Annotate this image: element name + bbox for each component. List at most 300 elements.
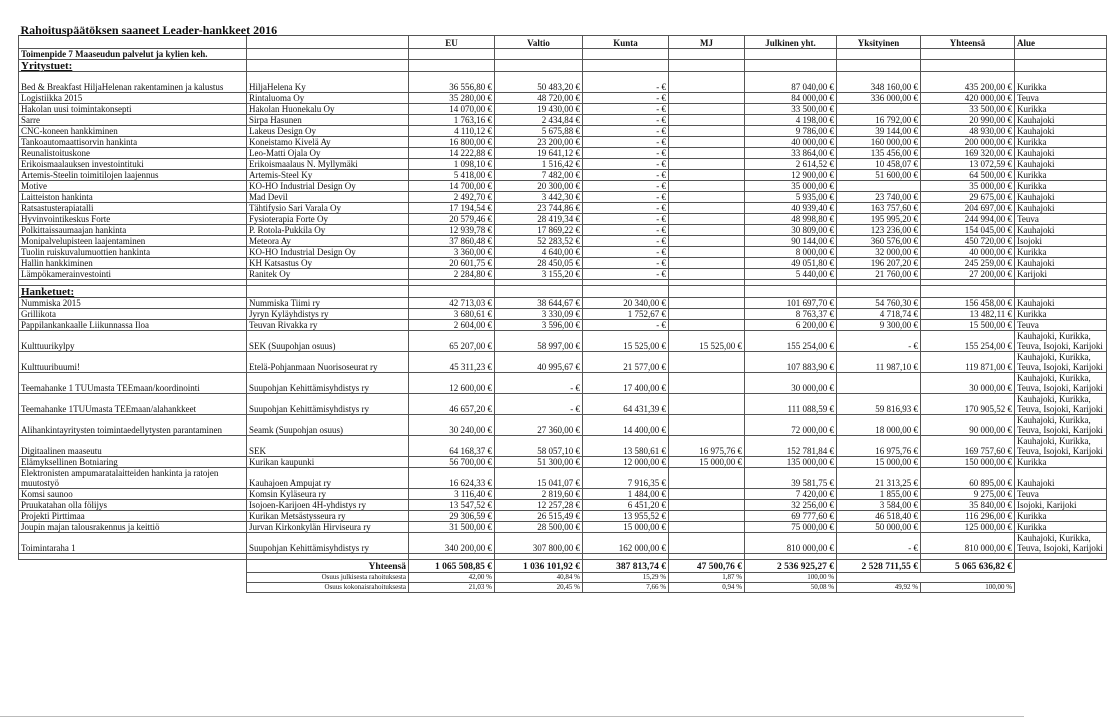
julkinen-amount: 30 809,00 € xyxy=(745,225,837,236)
yhteensa-amount: 35 840,00 € xyxy=(921,500,1015,511)
eu-amount: 2 284,80 € xyxy=(409,269,495,280)
mj-amount: 15 000,00 € xyxy=(669,457,745,468)
julkinen-amount: 87 040,00 € xyxy=(745,72,837,93)
julkinen-amount: 111 088,59 € xyxy=(745,394,837,415)
mj-amount xyxy=(669,309,745,320)
mj-amount xyxy=(669,214,745,225)
project-name: Artemis-Steelin toimitilojen laajennus xyxy=(19,170,247,181)
mj-amount xyxy=(669,500,745,511)
yksityinen-amount: 348 160,00 € xyxy=(837,72,921,93)
eu-amount: 340 200,00 € xyxy=(409,533,495,554)
eu-amount: 14 070,00 € xyxy=(409,104,495,115)
table-row xyxy=(19,115,1107,126)
valtio-amount: 2 434,84 € xyxy=(495,115,583,126)
table-row xyxy=(19,170,1107,181)
alue: Teuva xyxy=(1015,93,1107,104)
eu-amount: 31 500,00 € xyxy=(409,522,495,533)
table-row xyxy=(19,72,1107,93)
recipient: Etelä-Pohjanmaan Nuorisoseurat ry xyxy=(247,352,409,373)
yhteensa-amount: 125 000,00 € xyxy=(921,522,1015,533)
yksityinen-amount: 54 760,30 € xyxy=(837,298,921,309)
julkinen-amount: 90 144,00 € xyxy=(745,236,837,247)
eu-amount: 37 860,48 € xyxy=(409,236,495,247)
alue: Kauhajoki xyxy=(1015,159,1107,170)
yhteensa-amount: 170 905,52 € xyxy=(921,394,1015,415)
valtio-amount: 15 041,07 € xyxy=(495,468,583,489)
recipient: Isojoen-Karijoen 4H-yhdistys ry xyxy=(247,500,409,511)
kunta-amount: - € xyxy=(583,72,669,93)
alue: Teuva xyxy=(1015,214,1107,225)
table-row xyxy=(19,93,1107,104)
project-name: Alihankintayritysten toimintaedellytysten parantaminen xyxy=(19,415,247,436)
valtio-amount: 5 675,88 € xyxy=(495,126,583,137)
julkinen-amount: 49 051,80 € xyxy=(745,258,837,269)
eu-amount: 42 713,03 € xyxy=(409,298,495,309)
yksityinen-amount: 32 000,00 € xyxy=(837,247,921,258)
yhteensa-amount: 27 200,00 € xyxy=(921,269,1015,280)
section-heading-hanketuet: Hanketuet: xyxy=(19,286,247,298)
recipient: Jurvan Kirkonkylän Hirviseura ry xyxy=(247,522,409,533)
yksityinen-amount: 123 236,00 € xyxy=(837,225,921,236)
recipient: Jyryn Kyläyhdistys ry xyxy=(247,309,409,320)
empty-cell xyxy=(19,573,247,583)
yhteensa-amount: 90 000,00 € xyxy=(921,415,1015,436)
mj-amount xyxy=(669,159,745,170)
kunta-amount: 6 451,20 € xyxy=(583,500,669,511)
valtio-amount: 28 500,00 € xyxy=(495,522,583,533)
eu-amount: 1 763,16 € xyxy=(409,115,495,126)
yhteensa-amount: 154 045,00 € xyxy=(921,225,1015,236)
alue: Kurikka xyxy=(1015,247,1107,258)
table-row xyxy=(19,352,1107,373)
yksityinen-amount: 21 760,00 € xyxy=(837,269,921,280)
project-name: Digitaalinen maaseutu xyxy=(19,436,247,457)
yhteensa-amount: 116 296,00 € xyxy=(921,511,1015,522)
eu-amount: 65 207,00 € xyxy=(409,331,495,352)
valtio-amount: 23 744,86 € xyxy=(495,203,583,214)
recipient: KO-HO Industrial Design Oy xyxy=(247,247,409,258)
julkinen-amount: 9 786,00 € xyxy=(745,126,837,137)
measure-subtitle: Toimenpide 7 Maaseudun palvelut ja kylien keh. xyxy=(19,49,247,60)
recipient: Suupohjan Kehittämisyhdistys ry xyxy=(247,373,409,394)
eu-amount: 14 222,88 € xyxy=(409,148,495,159)
alue: Teuva xyxy=(1015,320,1107,331)
share-kunta: 7,66 % xyxy=(583,583,669,593)
eu-amount: 3 680,61 € xyxy=(409,309,495,320)
share-mj: 1,87 % xyxy=(669,573,745,583)
eu-amount: 46 657,20 € xyxy=(409,394,495,415)
kunta-amount: - € xyxy=(583,236,669,247)
recipient: SEK xyxy=(247,436,409,457)
yhteensa-amount: 30 000,00 € xyxy=(921,373,1015,394)
alue: Kauhajoki, Kurikka, Teuva, Isojoki, Karijoki xyxy=(1015,436,1107,457)
yhteensa-amount: 810 000,00 € xyxy=(921,533,1015,554)
empty-cell xyxy=(745,286,837,298)
share-valtio: 20,45 % xyxy=(495,583,583,593)
share-kunta: 15,29 % xyxy=(583,573,669,583)
alue: Kurikka xyxy=(1015,457,1107,468)
eu-amount: 14 700,00 € xyxy=(409,181,495,192)
eu-amount: 45 311,23 € xyxy=(409,352,495,373)
total-eu: 1 065 508,85 € xyxy=(409,560,495,573)
share-valtio: 40,84 % xyxy=(495,573,583,583)
julkinen-amount: 33 500,00 € xyxy=(745,104,837,115)
table-row xyxy=(19,394,1107,415)
table-row xyxy=(19,500,1107,511)
share-total-row-label: Osuus kokonaisrahoituksesta xyxy=(247,583,409,593)
yhteensa-amount: 64 500,00 € xyxy=(921,170,1015,181)
alue: Kauhajoki, Kurikka, Teuva, Isojoki, Karijoki xyxy=(1015,394,1107,415)
valtio-amount: 38 644,67 € xyxy=(495,298,583,309)
yhteensa-amount: 33 500,00 € xyxy=(921,104,1015,115)
julkinen-amount: 5 935,00 € xyxy=(745,192,837,203)
yksityinen-amount: 18 000,00 € xyxy=(837,415,921,436)
yksityinen-amount xyxy=(837,104,921,115)
col-header-valtio: Valtio xyxy=(495,36,583,49)
mj-amount xyxy=(669,489,745,500)
yhteensa-amount: 48 930,00 € xyxy=(921,126,1015,137)
recipient: Seamk (Suupohjan osuus) xyxy=(247,415,409,436)
project-name: Logistiikka 2015 xyxy=(19,93,247,104)
alue: Kauhajoki, Kurikka, Teuva, Isojoki, Karijoki xyxy=(1015,352,1107,373)
kunta-amount: 7 916,35 € xyxy=(583,468,669,489)
valtio-amount: 52 283,52 € xyxy=(495,236,583,247)
mj-amount xyxy=(669,269,745,280)
yksityinen-amount xyxy=(837,373,921,394)
recipient: Tähtifysio Sari Varala Oy xyxy=(247,203,409,214)
eu-amount: 3 360,00 € xyxy=(409,247,495,258)
kunta-amount: - € xyxy=(583,269,669,280)
mj-amount xyxy=(669,415,745,436)
yhteensa-amount: 169 757,60 € xyxy=(921,436,1015,457)
col-header-alue: Alue xyxy=(1015,36,1107,49)
share-eu: 21,03 % xyxy=(409,583,495,593)
share-yht: 100,00 % xyxy=(921,583,1015,593)
julkinen-amount: 810 000,00 € xyxy=(745,533,837,554)
kunta-amount: - € xyxy=(583,214,669,225)
recipient: Artemis-Steel Ky xyxy=(247,170,409,181)
julkinen-amount: 72 000,00 € xyxy=(745,415,837,436)
project-name: Grillikota xyxy=(19,309,247,320)
mj-amount xyxy=(669,533,745,554)
table-row xyxy=(19,247,1107,258)
mj-amount: 16 975,76 € xyxy=(669,436,745,457)
share-public-row xyxy=(19,573,1107,583)
alue: Kurikka xyxy=(1015,104,1107,115)
alue: Kauhajoki, Kurikka, Teuva, Isojoki, Karijoki xyxy=(1015,331,1107,352)
table-row xyxy=(19,269,1107,280)
eu-amount: 4 110,12 € xyxy=(409,126,495,137)
valtio-amount: 7 482,00 € xyxy=(495,170,583,181)
alue: Kauhajoki xyxy=(1015,298,1107,309)
kunta-amount: 15 000,00 € xyxy=(583,522,669,533)
valtio-amount: 19 430,00 € xyxy=(495,104,583,115)
page-divider xyxy=(0,716,1024,717)
julkinen-amount: 30 000,00 € xyxy=(745,373,837,394)
project-name: Joupin majan talousrakennus ja keittiö xyxy=(19,522,247,533)
table-row xyxy=(19,320,1107,331)
valtio-amount: 50 483,20 € xyxy=(495,72,583,93)
alue: Kurikka xyxy=(1015,181,1107,192)
funding-table xyxy=(18,22,1107,593)
yksityinen-amount: 15 000,00 € xyxy=(837,457,921,468)
julkinen-amount: 40 939,40 € xyxy=(745,203,837,214)
total-mj: 47 500,76 € xyxy=(669,560,745,573)
recipient: Koneistamo Kivelä Ay xyxy=(247,137,409,148)
share-public-row-label: Osuus julkisesta rahoituksesta xyxy=(247,573,409,583)
empty-cell xyxy=(1015,573,1107,583)
alue: Isojoki, Karijoki xyxy=(1015,500,1107,511)
table-row xyxy=(19,468,1107,489)
empty-cell xyxy=(583,286,669,298)
kunta-amount: - € xyxy=(583,126,669,137)
yksityinen-amount: 11 987,10 € xyxy=(837,352,921,373)
yksityinen-amount: - € xyxy=(837,331,921,352)
empty-cell xyxy=(921,573,1015,583)
valtio-amount: 58 997,00 € xyxy=(495,331,583,352)
recipient: HiljaHelena Ky xyxy=(247,72,409,93)
yksityinen-amount: 163 757,60 € xyxy=(837,203,921,214)
yhteensa-amount: 244 994,00 € xyxy=(921,214,1015,225)
julkinen-amount: 35 000,00 € xyxy=(745,181,837,192)
kunta-amount: - € xyxy=(583,137,669,148)
valtio-amount: - € xyxy=(495,373,583,394)
kunta-amount: - € xyxy=(583,258,669,269)
table-row xyxy=(19,331,1107,352)
project-name: Teemahanke 1 TUUmasta TEEmaan/koordinointi xyxy=(19,373,247,394)
table-row xyxy=(19,415,1107,436)
yhteensa-amount: 245 259,00 € xyxy=(921,258,1015,269)
totals-label: Yhteensä xyxy=(247,560,409,573)
valtio-amount: 307 800,00 € xyxy=(495,533,583,554)
mj-amount xyxy=(669,522,745,533)
kunta-amount: 13 580,61 € xyxy=(583,436,669,457)
empty-cell xyxy=(921,286,1015,298)
yksityinen-amount: 46 518,40 € xyxy=(837,511,921,522)
yhteensa-amount: 13 072,59 € xyxy=(921,159,1015,170)
kunta-amount: - € xyxy=(583,170,669,181)
yksityinen-amount: 39 144,00 € xyxy=(837,126,921,137)
mj-amount xyxy=(669,126,745,137)
mj-amount xyxy=(669,203,745,214)
valtio-amount: 26 515,49 € xyxy=(495,511,583,522)
kunta-amount: 21 577,00 € xyxy=(583,352,669,373)
kunta-amount: 1 484,00 € xyxy=(583,489,669,500)
empty-cell xyxy=(247,286,409,298)
mj-amount xyxy=(669,93,745,104)
eu-amount: 3 116,40 € xyxy=(409,489,495,500)
yksityinen-amount: 59 816,93 € xyxy=(837,394,921,415)
julkinen-amount: 155 254,00 € xyxy=(745,331,837,352)
table-row xyxy=(19,214,1107,225)
project-name: Projekti Pirttimaa xyxy=(19,511,247,522)
valtio-amount: 19 641,12 € xyxy=(495,148,583,159)
mj-amount xyxy=(669,511,745,522)
alue: Kauhajoki xyxy=(1015,148,1107,159)
mj-amount xyxy=(669,352,745,373)
recipient: Fysioterapia Forte Oy xyxy=(247,214,409,225)
table-row xyxy=(19,126,1107,137)
recipient: Rintaluoma Oy xyxy=(247,93,409,104)
eu-amount: 20 601,75 € xyxy=(409,258,495,269)
eu-amount: 30 240,00 € xyxy=(409,415,495,436)
eu-amount: 5 418,00 € xyxy=(409,170,495,181)
mj-amount xyxy=(669,72,745,93)
project-name: Elektronisten ampumaratalaitteiden hankinta ja ratojen muutostyö xyxy=(19,468,247,489)
total-valtio: 1 036 101,92 € xyxy=(495,560,583,573)
yksityinen-amount: 16 975,76 € xyxy=(837,436,921,457)
column-header-row xyxy=(19,36,1107,49)
project-name: Lämpökamerainvestointi xyxy=(19,269,247,280)
yhteensa-amount: 29 675,00 € xyxy=(921,192,1015,203)
valtio-amount: 1 516,42 € xyxy=(495,159,583,170)
recipient: SEK (Suupohjan osuus) xyxy=(247,331,409,352)
eu-amount: 12 600,00 € xyxy=(409,373,495,394)
col-header-yksityinen: Yksityinen xyxy=(837,36,921,49)
julkinen-amount: 84 000,00 € xyxy=(745,93,837,104)
mj-amount xyxy=(669,247,745,258)
kunta-amount: - € xyxy=(583,225,669,236)
recipient: P. Rotola-Pukkila Oy xyxy=(247,225,409,236)
mj-amount xyxy=(669,373,745,394)
recipient: Komsin Kyläseura ry xyxy=(247,489,409,500)
recipient: Teuvan Rivakka ry xyxy=(247,320,409,331)
recipient: Suupohjan Kehittämisyhdistys ry xyxy=(247,533,409,554)
julkinen-amount: 12 900,00 € xyxy=(745,170,837,181)
eu-amount: 35 280,00 € xyxy=(409,93,495,104)
table-row xyxy=(19,373,1107,394)
table-row xyxy=(19,489,1107,500)
eu-amount: 64 168,37 € xyxy=(409,436,495,457)
kunta-amount: 13 955,52 € xyxy=(583,511,669,522)
alue: Kurikka xyxy=(1015,522,1107,533)
kunta-amount: - € xyxy=(583,247,669,258)
table-row xyxy=(19,436,1107,457)
alue: Kauhajoki, Kurikka, Teuva, Isojoki, Karijoki xyxy=(1015,533,1107,554)
project-name: Kulttuurikylpy xyxy=(19,331,247,352)
mj-amount xyxy=(669,258,745,269)
kunta-amount: - € xyxy=(583,148,669,159)
julkinen-amount: 4 198,00 € xyxy=(745,115,837,126)
kunta-amount: - € xyxy=(583,159,669,170)
project-name: Hyvinvointikeskus Forte xyxy=(19,214,247,225)
valtio-amount: 40 995,67 € xyxy=(495,352,583,373)
valtio-amount: 23 200,00 € xyxy=(495,137,583,148)
julkinen-amount: 107 883,90 € xyxy=(745,352,837,373)
julkinen-amount: 101 697,70 € xyxy=(745,298,837,309)
eu-amount: 16 800,00 € xyxy=(409,137,495,148)
julkinen-amount: 5 440,00 € xyxy=(745,269,837,280)
empty-cell xyxy=(837,286,921,298)
yksityinen-amount: 4 718,74 € xyxy=(837,309,921,320)
yksityinen-amount: 50 000,00 € xyxy=(837,522,921,533)
alue: Kurikka xyxy=(1015,309,1107,320)
kunta-amount: 17 400,00 € xyxy=(583,373,669,394)
recipient: Lakeus Design Oy xyxy=(247,126,409,137)
yksityinen-amount: 135 456,00 € xyxy=(837,148,921,159)
yhteensa-amount: 119 871,00 € xyxy=(921,352,1015,373)
recipient: Mad Devil xyxy=(247,192,409,203)
project-name: Hallin hankkiminen xyxy=(19,258,247,269)
alue: Kauhajoki xyxy=(1015,203,1107,214)
share-total-row xyxy=(19,583,1107,593)
recipient: Erikoismaalaus N. Myllymäki xyxy=(247,159,409,170)
project-name: Reunalistoituskone xyxy=(19,148,247,159)
table-row xyxy=(19,309,1107,320)
total-yht: 5 065 636,82 € xyxy=(921,560,1015,573)
julkinen-amount: 40 000,00 € xyxy=(745,137,837,148)
empty-cell xyxy=(409,286,495,298)
project-name: Toimintaraha 1 xyxy=(19,533,247,554)
valtio-amount: 20 300,00 € xyxy=(495,181,583,192)
alue: Kurikka xyxy=(1015,137,1107,148)
table-row xyxy=(19,533,1107,554)
julkinen-amount: 69 777,60 € xyxy=(745,511,837,522)
yksityinen-amount: 9 300,00 € xyxy=(837,320,921,331)
valtio-amount: 3 330,09 € xyxy=(495,309,583,320)
valtio-amount: 12 257,28 € xyxy=(495,500,583,511)
col-header-kunta: Kunta xyxy=(583,36,669,49)
alue: Karijoki xyxy=(1015,269,1107,280)
yhteensa-amount: 450 720,00 € xyxy=(921,236,1015,247)
kunta-amount: 20 340,00 € xyxy=(583,298,669,309)
col-header-julkinen: Julkinen yht. xyxy=(745,36,837,49)
table-row xyxy=(19,192,1107,203)
julkinen-amount: 6 200,00 € xyxy=(745,320,837,331)
yksityinen-amount: 16 792,00 € xyxy=(837,115,921,126)
yksityinen-amount: 51 600,00 € xyxy=(837,170,921,181)
empty-cell xyxy=(1015,583,1107,593)
mj-amount xyxy=(669,192,745,203)
table-row xyxy=(19,457,1107,468)
julkinen-amount: 75 000,00 € xyxy=(745,522,837,533)
kunta-amount: - € xyxy=(583,104,669,115)
totals-row xyxy=(19,560,1107,573)
table-row xyxy=(19,522,1107,533)
valtio-amount: 28 450,05 € xyxy=(495,258,583,269)
share-eu: 42,00 % xyxy=(409,573,495,583)
project-name: Kulttuuribuumi! xyxy=(19,352,247,373)
alue: Kurikka xyxy=(1015,170,1107,181)
yksityinen-amount: 23 740,00 € xyxy=(837,192,921,203)
mj-amount xyxy=(669,468,745,489)
yhteensa-amount: 435 200,00 € xyxy=(921,72,1015,93)
valtio-amount: - € xyxy=(495,394,583,415)
table-row xyxy=(19,511,1107,522)
valtio-amount: 48 720,00 € xyxy=(495,93,583,104)
alue: Kurikka xyxy=(1015,72,1107,93)
eu-amount: 13 547,52 € xyxy=(409,500,495,511)
yksityinen-amount: 21 313,25 € xyxy=(837,468,921,489)
kunta-amount: 14 400,00 € xyxy=(583,415,669,436)
recipient: Suupohjan Kehittämisyhdistys ry xyxy=(247,394,409,415)
valtio-amount: 2 819,60 € xyxy=(495,489,583,500)
valtio-amount: 3 596,00 € xyxy=(495,320,583,331)
empty-cell xyxy=(1015,560,1107,573)
empty-cell xyxy=(495,286,583,298)
yhteensa-amount: 156 458,00 € xyxy=(921,298,1015,309)
mj-amount xyxy=(669,225,745,236)
yhteensa-amount: 60 895,00 € xyxy=(921,468,1015,489)
alue: Kauhajoki xyxy=(1015,192,1107,203)
col-header-yhteensa: Yhteensä xyxy=(921,36,1015,49)
table-row xyxy=(19,236,1107,247)
yksityinen-amount: 1 855,00 € xyxy=(837,489,921,500)
alue: Kauhajoki xyxy=(1015,115,1107,126)
valtio-amount: 58 057,10 € xyxy=(495,436,583,457)
julkinen-amount: 135 000,00 € xyxy=(745,457,837,468)
yksityinen-amount: 195 995,20 € xyxy=(837,214,921,225)
